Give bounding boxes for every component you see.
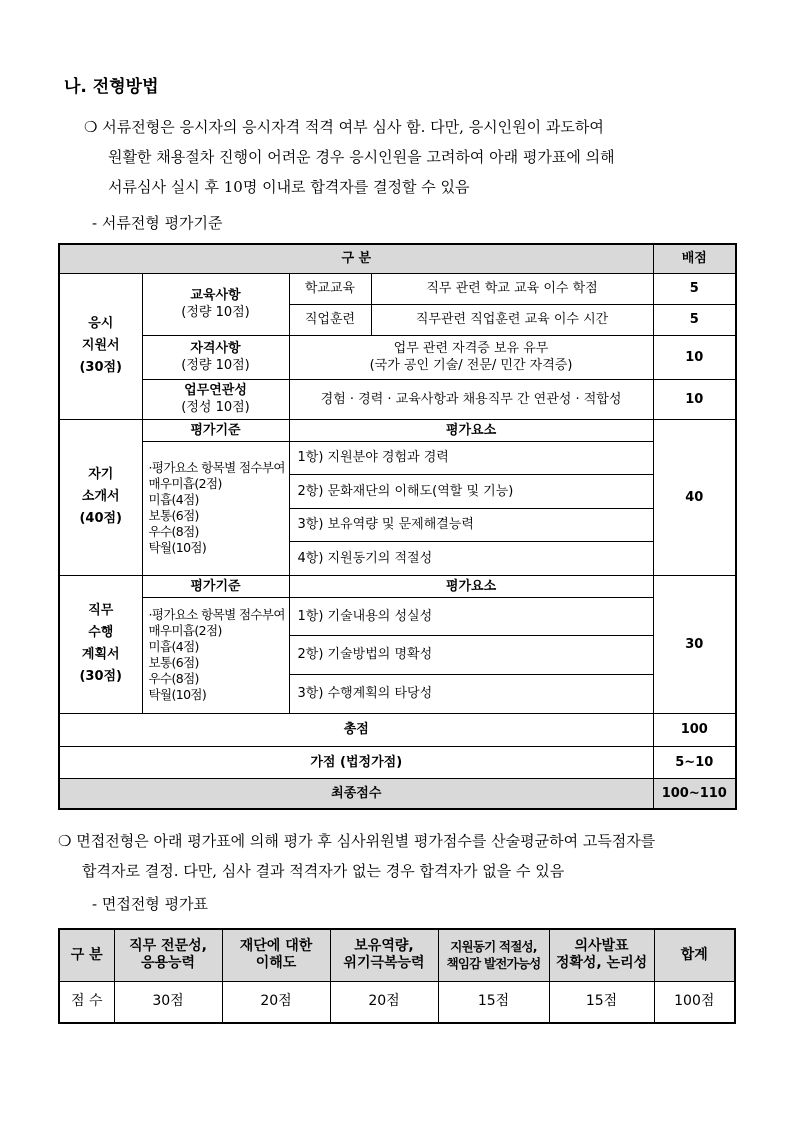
interview-header: 재단에 대한 이해도 <box>222 929 330 981</box>
interview-cell: 30점 <box>114 981 222 1023</box>
job-plan-elements-header: 평가요소 <box>289 575 653 597</box>
document-review-paragraph <box>84 112 744 202</box>
paragraph-line: 합격자로 결정. 다만, 심사 결과 적격자가 없는 경우 합격자가 없을 수 있음 <box>82 862 565 880</box>
interview-header: 합계 <box>654 929 735 981</box>
interview-cell: 점 수 <box>59 981 114 1023</box>
school-edu-label: 학교교육 <box>289 273 371 304</box>
certification-points: 10 <box>653 335 736 379</box>
interview-cell: 20점 <box>222 981 330 1023</box>
self-intro-points: 40 <box>653 419 736 575</box>
interview-sublabel: - 면접전형 평가표 <box>92 895 209 913</box>
paragraph-line: 원활한 채용절차 진행이 어려운 경우 응시인원을 고려하여 아래 평가표에 의해 <box>108 148 615 166</box>
interview-header: 구 분 <box>59 929 114 981</box>
final-label: 최종점수 <box>59 778 653 809</box>
final-points: 100~110 <box>653 778 736 809</box>
total-label: 총점 <box>59 713 653 746</box>
paragraph-line: ❍ 면접전형은 아래 평가표에 의해 평가 후 심사위원별 평가점수를 산술평균하여 고득점자를 <box>58 832 656 850</box>
interview-cell: 15점 <box>549 981 654 1023</box>
bonus-points: 5~10 <box>653 746 736 778</box>
self-intro-scale: ·평가요소 항목별 점수부여 매우미흡(2점) 미흡(4점) 보통(6점) 우수(8점) 탁월(10점) <box>142 441 289 575</box>
relevance-points: 10 <box>653 379 736 419</box>
interview-cell: 20점 <box>330 981 438 1023</box>
job-plan-criteria-header: 평가기준 <box>142 575 289 597</box>
application-label: 응시 지원서 (30점) <box>59 273 142 419</box>
self-intro-elements-header: 평가요소 <box>289 419 653 441</box>
relevance-desc: 경험 · 경력 · 교육사항과 채용직무 간 연관성 · 적합성 <box>289 379 653 419</box>
interview-header: 의사발표 정확성, 논리성 <box>549 929 654 981</box>
self-intro-label: 자기 소개서 (40점) <box>59 419 142 575</box>
bullet-icon: ❍ <box>84 118 98 136</box>
relevance-cell: 업무연관성 (정성 10점) <box>142 379 289 419</box>
paragraph-line: 서류심사 실시 후 10명 이내로 합격자를 결정할 수 있음 <box>108 178 470 196</box>
total-points: 100 <box>653 713 736 746</box>
interview-header: 지원동기 적절성, 책임감 발전가능성 <box>438 929 549 981</box>
job-training-desc: 직무관련 직업훈련 교육 이수 시간 <box>371 304 653 335</box>
interview-cell: 15점 <box>438 981 549 1023</box>
header-points: 배점 <box>653 244 736 273</box>
interview-header: 직무 전문성, 응용능력 <box>114 929 222 981</box>
self-intro-criteria-header: 평가기준 <box>142 419 289 441</box>
section-title: 나. 전형방법 <box>64 77 159 97</box>
interview-table <box>58 928 736 1024</box>
header-category: 구 분 <box>59 244 653 273</box>
certification-desc: 업무 관련 자격증 보유 유무 (국가 공인 기술/ 전문/ 민간 자격증) <box>289 335 653 379</box>
self-intro-item: 2항) 문화재단의 이해도(역할 및 기능) <box>289 474 653 508</box>
certification-cell: 자격사항 (정량 10점) <box>142 335 289 379</box>
school-edu-points: 5 <box>653 273 736 304</box>
interview-header: 보유역량, 위기극복능력 <box>330 929 438 981</box>
bullet-icon: ❍ <box>58 832 72 850</box>
job-training-points: 5 <box>653 304 736 335</box>
job-plan-label: 직무 수행 계획서 (30점) <box>59 575 142 713</box>
school-edu-desc: 직무 관련 학교 교육 이수 학점 <box>371 273 653 304</box>
paragraph-line: ❍ 서류전형은 응시자의 응시자격 적격 여부 심사 함. 다만, 응시인원이 과도하여 <box>84 118 604 136</box>
self-intro-item: 3항) 보유역량 및 문제해결능력 <box>289 508 653 541</box>
self-intro-item: 1항) 지원분야 경험과 경력 <box>289 441 653 474</box>
job-plan-item: 1항) 기술내용의 성실성 <box>289 597 653 635</box>
bonus-label: 가점 (법정가점) <box>59 746 653 778</box>
job-plan-item: 2항) 기술방법의 명확성 <box>289 635 653 674</box>
job-plan-points: 30 <box>653 575 736 713</box>
job-plan-scale: ·평가요소 항목별 점수부여 매우미흡(2점) 미흡(4점) 보통(6점) 우수(8점) 탁월(10점) <box>142 597 289 713</box>
education-cell: 교육사항 (정량 10점) <box>142 273 289 335</box>
interview-paragraph <box>58 826 748 886</box>
doc-review-sublabel: - 서류전형 평가기준 <box>92 214 223 232</box>
document-review-table <box>58 243 737 810</box>
interview-cell: 100점 <box>654 981 735 1023</box>
job-training-label: 직업훈련 <box>289 304 371 335</box>
self-intro-item: 4항) 지원동기의 적절성 <box>289 541 653 575</box>
job-plan-item: 3항) 수행계획의 타당성 <box>289 674 653 713</box>
